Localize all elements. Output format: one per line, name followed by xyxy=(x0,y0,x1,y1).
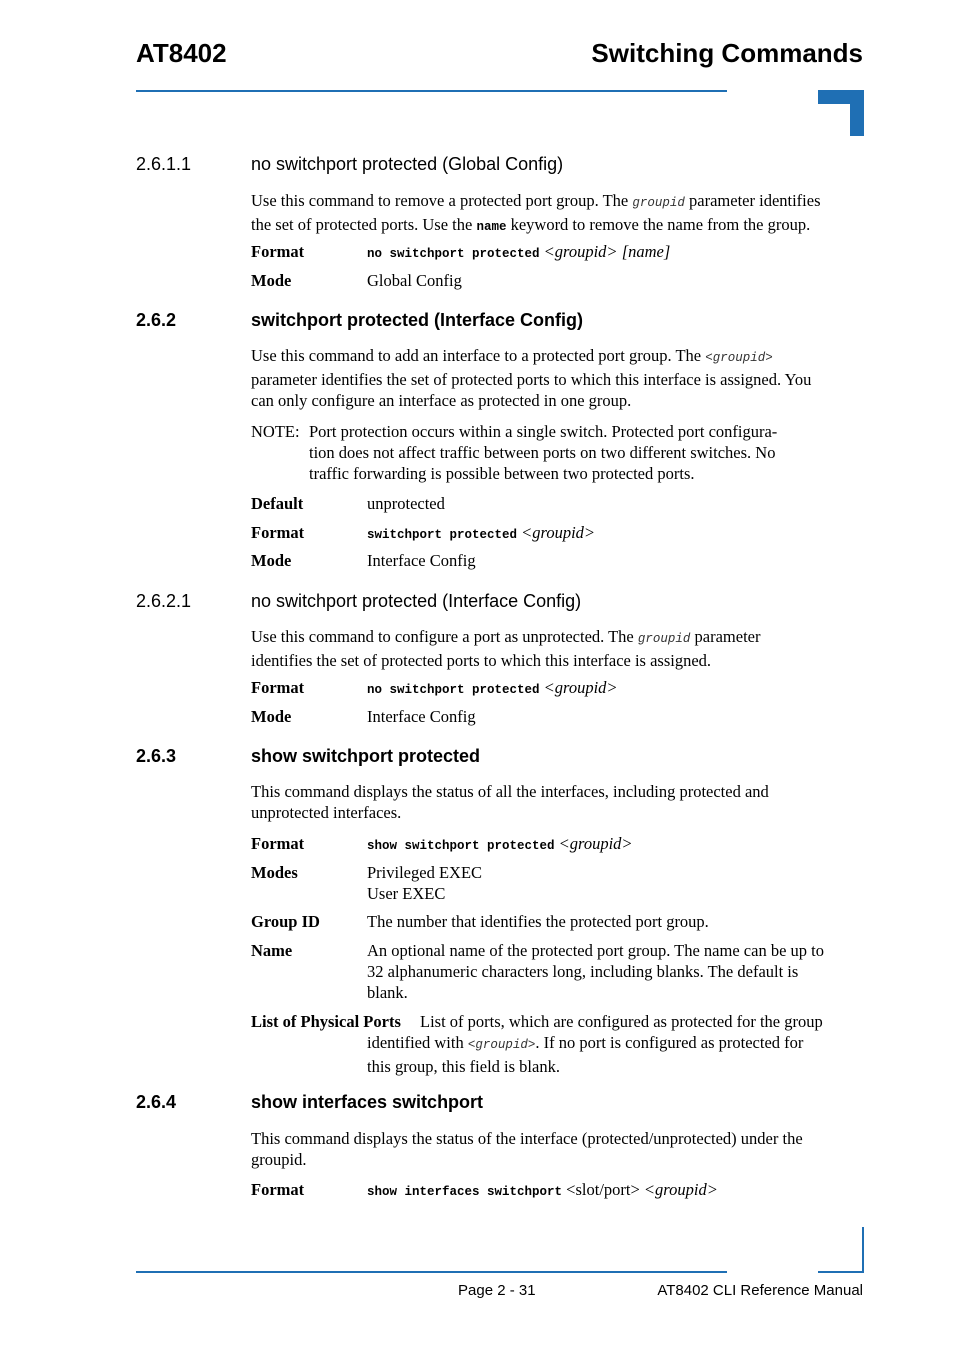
command-arguments-italic: <groupid> xyxy=(643,1180,718,1199)
mode-label: Mode xyxy=(251,551,292,570)
physical-ports-label: List of Physical Ports xyxy=(251,1012,401,1031)
section-2611-description: Use this command to remove a protected port group. The groupid parameter identifies the set of protected ports. Use the name keyword to remove the name from the group. xyxy=(251,191,821,234)
default-value: unprotected xyxy=(367,494,445,513)
note-line: Port protection occurs within a single switch. Protected port configura- xyxy=(309,422,778,441)
section-title: show interfaces switchport xyxy=(251,1092,484,1112)
manual-title: AT8402 CLI Reference Manual xyxy=(657,1282,863,1299)
header-rule xyxy=(136,90,727,92)
section-2621-description: Use this command to configure a port as unprotected. The groupid parameter identifies the set of protected ports to which this interface is assigned. xyxy=(251,627,761,670)
mode-value: Interface Config xyxy=(367,551,476,570)
page-number: Page 2 - 31 xyxy=(458,1282,536,1299)
group-id-label: Group ID xyxy=(251,912,320,931)
note-line: traffic forwarding is possible between two protected ports. xyxy=(309,464,695,483)
group-id-value: The number that identifies the protected port group. xyxy=(367,912,709,931)
inline-code: name xyxy=(476,220,507,234)
command-arguments: <groupid> xyxy=(517,523,596,542)
format-label: Format xyxy=(251,242,305,261)
command-syntax: show interfaces switchport xyxy=(367,1185,563,1199)
inline-code: <groupid> xyxy=(705,351,773,365)
mode-value: Global Config xyxy=(367,271,462,290)
format-label: Format xyxy=(251,678,305,697)
header-product-title: AT8402 xyxy=(136,38,227,68)
section-263-description: This command displays the status of all the interfaces, including protected and unprotected interfaces. xyxy=(251,782,769,822)
section-title: no switchport protected (Interface Config) xyxy=(251,591,582,611)
mode-label: Mode xyxy=(251,707,292,726)
section-number: 2.6.2 xyxy=(136,310,177,330)
inline-code: groupid xyxy=(632,196,685,210)
command-arguments: <groupid> xyxy=(554,834,633,853)
inline-code: groupid xyxy=(637,632,691,646)
section-title: switchport protected (Interface Config) xyxy=(251,310,584,330)
mode-label: Mode xyxy=(251,271,292,290)
mode-value: Interface Config xyxy=(367,707,476,726)
format-label: Format xyxy=(251,523,305,542)
section-title: no switchport protected (Global Config) xyxy=(251,154,564,174)
inline-code: <groupid> xyxy=(467,1038,536,1052)
default-label: Default xyxy=(251,494,304,513)
section-number: 2.6.1.1 xyxy=(136,154,192,174)
section-262-description: Use this command to add an interface to a protected port group. The <groupid> parameter identifies the set of protected ports to which this interface is assigned. You can only configure an interface as protected in one group. xyxy=(251,346,812,410)
footer-rule xyxy=(136,1271,727,1273)
mode-value: User EXEC xyxy=(367,884,446,903)
name-label: Name xyxy=(251,941,293,960)
section-title: show switchport protected xyxy=(251,746,481,766)
command-syntax: no switchport protected xyxy=(367,683,540,697)
modes-label: Modes xyxy=(251,863,298,882)
command-syntax: switchport protected xyxy=(367,528,518,542)
mode-value: Privileged EXEC xyxy=(367,863,483,882)
note-line: tion does not affect traffic between ports on two different switches. No xyxy=(309,443,776,462)
command-syntax: no switchport protected xyxy=(367,247,540,261)
command-arguments: <groupid> [name] xyxy=(539,242,671,261)
format-label: Format xyxy=(251,834,305,853)
note-label: NOTE: xyxy=(251,422,300,441)
section-number: 2.6.2.1 xyxy=(136,591,192,611)
section-number: 2.6.3 xyxy=(136,746,177,766)
section-number: 2.6.4 xyxy=(136,1092,177,1112)
command-syntax: show switchport protected xyxy=(367,839,555,853)
format-label: Format xyxy=(251,1180,305,1199)
physical-ports-line-1: List of ports, which are configured as protected for the group xyxy=(420,1012,823,1031)
command-arguments: <groupid> xyxy=(539,678,618,697)
header-chapter-title: Switching Commands xyxy=(591,38,863,68)
header-corner-mark xyxy=(818,90,864,136)
section-264-description: This command displays the status of the interface (protected/unprotected) under the groupid. xyxy=(251,1129,803,1169)
footer-corner-mark xyxy=(818,1227,864,1273)
command-arguments: <slot/port> xyxy=(562,1180,644,1199)
